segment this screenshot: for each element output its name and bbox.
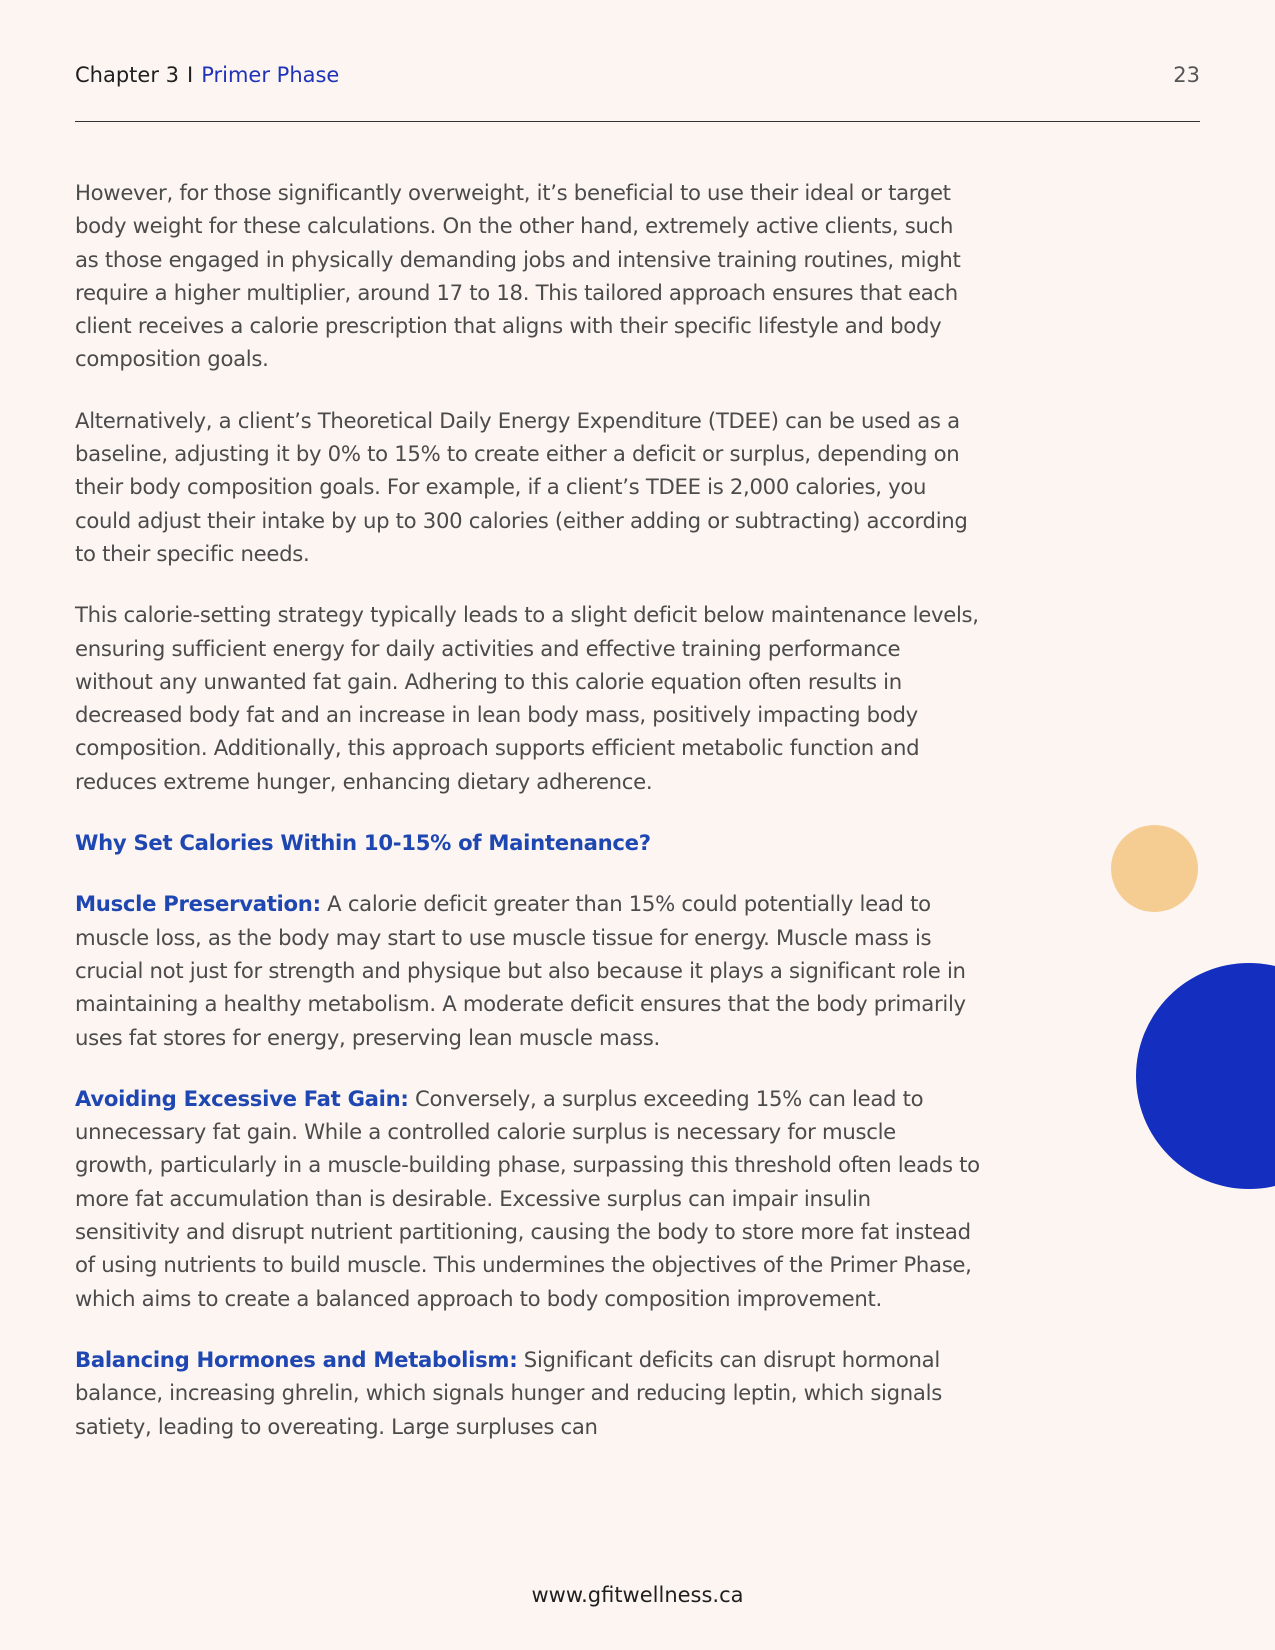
body-paragraph: However, for those significantly overweight, it’s beneficial to use their ideal or target body weight for these calculations. On the other hand, extremely active clients, such as those engaged in physically demanding jobs and intensive training routines, might require a higher multiplier, around 17 to 18. This tailored approach ensures that each client receives a calorie prescription that aligns with their specific lifestyle and body composition goals. — [75, 180, 961, 372]
header-separator: I — [187, 63, 194, 87]
page-header — [75, 60, 1200, 90]
point-paragraph — [75, 1343, 980, 1443]
chapter-label: Chapter 3 — [75, 63, 179, 87]
decorative-circle-peach — [1111, 825, 1198, 912]
point-paragraph — [75, 887, 980, 1053]
point-lead: Avoiding Excessive Fat Gain: — [75, 1085, 409, 1111]
point-text: Conversely, a surplus exceeding 15% can lead to unnecessary fat gain. While a controlled calorie surplus is necessary for muscle growth, particularly in a muscle-building phase, surpassing this threshold often leads to more fat accumulation than is desirable. Excessive surplus can impair insulin sensitivity and disrupt nutrient partitioning, causing the body to store more fat instead of using nutrients to build muscle. This undermines the objectives of the Primer Phase, which aims to create a balanced approach to body composition improvement. — [75, 1085, 980, 1311]
page-footer — [0, 1580, 1275, 1610]
point-lead: Muscle Preservation: — [75, 891, 321, 917]
point-text: A calorie deficit greater than 15% could potentially lead to muscle loss, as the body may start to use muscle tissue for energy. Muscle mass is crucial not just for strength and physique but also because it plays a significant role in maintaining a healthy metabolism. A moderate deficit ensures that the body primarily uses fat stores for energy, preserving lean muscle mass. — [75, 891, 966, 1050]
page-body — [75, 176, 980, 1471]
point-text: Significant deficits can disrupt hormonal balance, increasing ghrelin, which signals hunger and reducing leptin, which signals satiety, leading to overeating. Large surpluses can — [75, 1346, 942, 1439]
website-url: www.gfitwellness.ca — [531, 1583, 744, 1607]
body-paragraph: This calorie-setting strategy typically leads to a slight deficit below maintenance levels, ensuring sufficient energy for daily activities and effective training performance without any unwanted fat gain. Adhering to this calorie equation often results in decreased body fat and an increase in lean body mass, positively impacting body composition. Additionally, this approach supports efficient metabolic function and reduces extreme hunger, enhancing dietary adherence. — [75, 602, 979, 794]
section-title: Primer Phase — [201, 63, 340, 87]
header-divider — [75, 121, 1200, 122]
body-paragraph: Alternatively, a client’s Theoretical Daily Energy Expenditure (TDEE) can be used as a baseline, adjusting it by 0% to 15% to create either a deficit or surplus, depending on their body composition goals. For example, if a client’s TDEE is 2,000 calories, you could adjust their intake by up to 300 calories (either adding or subtracting) according to their specific needs. — [75, 407, 968, 566]
point-lead: Balancing Hormones and Metabolism: — [75, 1346, 518, 1372]
point-paragraph — [75, 1082, 980, 1315]
page-number: 23 — [1173, 63, 1200, 87]
section-subheading: Why Set Calories Within 10-15% of Maintenance? — [75, 830, 651, 856]
decorative-circle-blue — [1136, 963, 1275, 1189]
